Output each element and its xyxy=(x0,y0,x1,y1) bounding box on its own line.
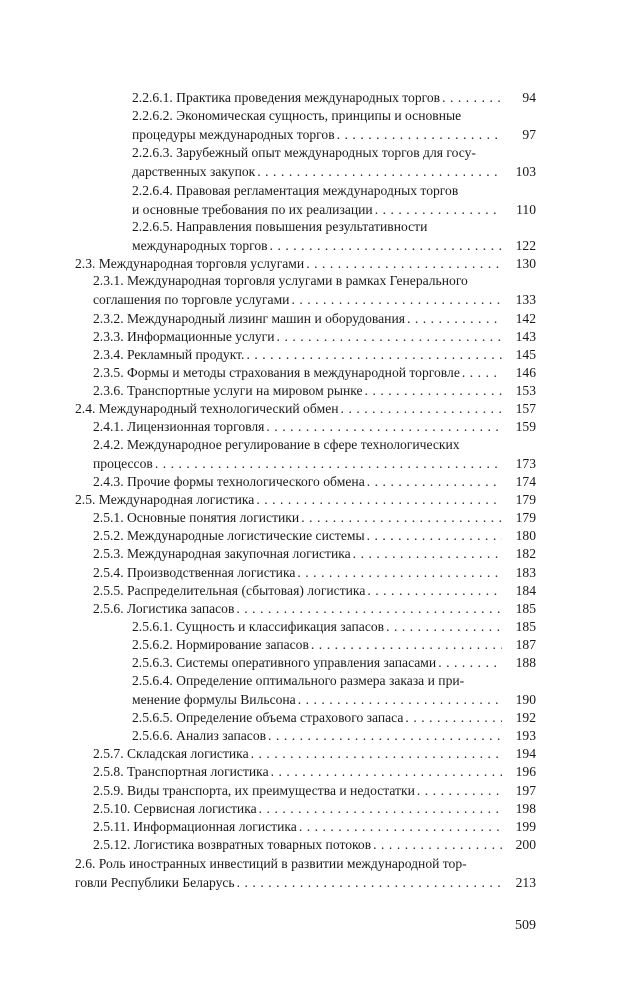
toc-page-number: 187 xyxy=(515,637,536,652)
toc-entry-title: 2.5.6.2. Нормирование запасов xyxy=(132,637,309,652)
toc-entry-title: 2.5.12. Логистика возвратных товарных потоков xyxy=(93,837,372,852)
page-number: 509 xyxy=(515,918,536,933)
toc-entry-title: соглашения по торговле услугами xyxy=(93,291,290,307)
toc-entry[interactable] xyxy=(0,218,634,255)
dot-leader xyxy=(339,400,502,419)
toc-entry-title-line: 2.2.6.5. Направления повышения результативности xyxy=(132,219,428,234)
toc-page-number: 183 xyxy=(515,565,536,580)
toc-page-number: 185 xyxy=(515,601,536,616)
toc-entry-title: 2.5.9. Виды транспорта, их преимущества и недостатки xyxy=(93,783,415,798)
toc-entry[interactable] xyxy=(0,473,634,492)
toc-entry-title-line: 2.3.1. Международная торговля услугами в рамках Генерального xyxy=(93,273,468,288)
toc-entry-title-line: 2.2.6.2. Экономическая сущность, принципы и основные xyxy=(132,108,462,123)
toc-entry-title: говли Республики Беларусь xyxy=(75,874,235,890)
toc-entry-title-line: 2.6. Роль иностранных инвестиций в развитии международной тор- xyxy=(75,856,467,871)
dot-leader xyxy=(254,491,502,510)
toc-entry[interactable] xyxy=(0,182,634,219)
toc-entry-title: 2.5.6. Логистика запасов xyxy=(93,601,235,616)
toc-entry-title: 2.4. Международный технологический обмен xyxy=(75,401,339,416)
toc-entry-title: 2.3.6. Транспортные услуги на мировом рынке xyxy=(93,383,363,398)
dot-leader xyxy=(371,836,502,855)
dot-leader xyxy=(244,346,502,365)
dot-leader xyxy=(373,201,502,220)
toc-entry[interactable] xyxy=(0,782,634,801)
toc-entry[interactable] xyxy=(0,672,634,709)
toc-page-number: 196 xyxy=(515,764,536,779)
toc-page-number: 199 xyxy=(515,819,536,834)
dot-leader xyxy=(264,418,502,437)
toc-entry[interactable] xyxy=(0,107,634,144)
dot-leader xyxy=(460,364,502,383)
dot-leader xyxy=(255,163,502,182)
toc-entry[interactable] xyxy=(0,272,634,309)
toc-page-number: 133 xyxy=(515,291,536,307)
toc-entry-title: 2.5.1. Основные понятия логистики xyxy=(93,510,300,525)
dot-leader xyxy=(436,654,502,673)
toc-page-number: 97 xyxy=(522,126,536,142)
toc-entry-title: 2.3.3. Информационные услуги xyxy=(93,329,275,344)
toc-page-number: 153 xyxy=(515,383,536,398)
toc-entry[interactable] xyxy=(0,255,634,274)
toc-entry[interactable] xyxy=(0,600,634,619)
toc-page-number: 184 xyxy=(515,583,536,598)
toc-entry-title: 2.5.7. Складская логистика xyxy=(93,746,249,761)
toc-entry[interactable] xyxy=(0,818,634,837)
dot-leader xyxy=(275,328,502,347)
toc-entry[interactable] xyxy=(0,654,634,673)
toc-page-number: 185 xyxy=(515,619,536,634)
toc-entry-title-line: 2.2.6.3. Зарубежный опыт международных торгов для госу- xyxy=(132,145,476,160)
toc-entry[interactable] xyxy=(0,709,634,728)
toc-page-number: 193 xyxy=(515,728,536,743)
toc-entry-title: 2.3.4. Рекламный продукт. xyxy=(93,347,245,362)
toc-entry-title: 2.5.3. Международная закупочная логистика xyxy=(93,546,351,561)
toc-entry[interactable] xyxy=(0,400,634,419)
toc-page-number: 110 xyxy=(516,201,536,217)
toc-entry[interactable] xyxy=(0,418,634,437)
dot-leader xyxy=(257,800,502,819)
toc-entry-title: 2.5.6.6. Анализ запасов xyxy=(132,728,267,743)
dot-leader xyxy=(299,509,502,528)
toc-entry[interactable] xyxy=(0,89,634,108)
toc-page-number: 213 xyxy=(515,874,536,890)
toc-entry[interactable] xyxy=(0,564,634,583)
dot-leader xyxy=(415,782,502,801)
dot-leader xyxy=(295,564,502,583)
dot-leader xyxy=(289,291,502,310)
toc-entry[interactable] xyxy=(0,328,634,347)
toc-entry-title: 2.5.8. Транспортная логистика xyxy=(93,764,269,779)
dot-leader xyxy=(268,237,502,256)
toc-page-number: 180 xyxy=(515,528,536,543)
toc-page-number: 173 xyxy=(515,455,536,471)
toc-entry-title: менение формулы Вильсона xyxy=(132,691,296,707)
toc-entry-title: процессов xyxy=(93,455,153,471)
toc-page-number: 200 xyxy=(515,837,536,852)
toc-entry-title: 2.4.3. Прочие формы технологического обмена xyxy=(93,474,365,489)
toc-entry[interactable] xyxy=(0,382,634,401)
toc-entry-title: международных торгов xyxy=(132,237,268,253)
dot-leader xyxy=(235,874,502,893)
toc-page-number: 194 xyxy=(515,746,536,761)
toc-entry[interactable] xyxy=(0,636,634,655)
toc-entry[interactable] xyxy=(0,745,634,764)
dot-leader xyxy=(269,763,502,782)
dot-leader xyxy=(365,473,502,492)
dot-leader xyxy=(365,527,502,546)
toc-entry-title-line: 2.2.6.4. Правовая регламентация международных торгов xyxy=(132,183,459,198)
dot-leader xyxy=(351,545,502,564)
dot-leader xyxy=(384,618,502,637)
toc-page-number: 130 xyxy=(515,256,536,271)
dot-leader xyxy=(309,636,502,655)
toc-entry[interactable] xyxy=(0,310,634,329)
toc-page-number: 192 xyxy=(515,710,536,725)
toc-entry[interactable] xyxy=(0,346,634,365)
toc-entry-title: процедуры международных торгов xyxy=(132,126,335,142)
dot-leader xyxy=(363,382,502,401)
toc-entry[interactable] xyxy=(0,800,634,819)
toc-entry-title: дарственных закупок xyxy=(132,163,256,179)
toc-entry-title: 2.3.2. Международный лизинг машин и оборудования xyxy=(93,311,405,326)
toc-entry[interactable] xyxy=(0,836,634,855)
toc-entry-title: 2.3.5. Формы и методы страхования в международной торговле xyxy=(93,365,460,380)
dot-leader xyxy=(249,745,502,764)
toc-entry-title: 2.3. Международная торговля услугами xyxy=(75,256,305,271)
toc-page-number: 142 xyxy=(515,311,536,326)
toc-entry[interactable] xyxy=(0,144,634,181)
toc-entry-title-line: 2.5.6.4. Определение оптимального размера заказа и при- xyxy=(132,673,465,688)
toc-entry-title: 2.5. Международная логистика xyxy=(75,492,255,507)
toc-entry-title: 2.5.5. Распределительная (сбытовая) логистика xyxy=(93,583,366,598)
dot-leader xyxy=(266,727,502,746)
toc-entry[interactable] xyxy=(0,436,634,473)
toc-page-number: 157 xyxy=(515,401,536,416)
toc-page-number: 94 xyxy=(522,90,536,105)
toc-page-number: 179 xyxy=(515,492,536,507)
toc-entry[interactable] xyxy=(0,727,634,746)
toc-entry-title: 2.5.11. Информационная логистика xyxy=(93,819,297,834)
toc-entry[interactable] xyxy=(0,855,634,892)
dot-leader xyxy=(440,89,502,108)
toc-entry[interactable] xyxy=(0,763,634,782)
toc-entry[interactable] xyxy=(0,618,634,637)
dot-leader xyxy=(403,709,502,728)
dot-leader xyxy=(405,310,502,329)
toc-entry[interactable] xyxy=(0,491,634,510)
toc-page-number: 197 xyxy=(515,783,536,798)
toc-page-number: 190 xyxy=(515,691,536,707)
toc-entry-title: 2.2.6.1. Практика проведения международных торгов xyxy=(132,90,441,105)
toc-entry[interactable] xyxy=(0,527,634,546)
dot-leader xyxy=(153,455,502,474)
toc-page-number: 146 xyxy=(515,365,536,380)
toc-entry-title: 2.5.4. Производственная логистика xyxy=(93,565,296,580)
toc-page-number: 159 xyxy=(515,419,536,434)
toc-page-number: 182 xyxy=(515,546,536,561)
toc-entry-title: 2.5.6.5. Определение объема страхового запаса xyxy=(132,710,404,725)
toc-page-number: 198 xyxy=(515,801,536,816)
toc-entry-title: 2.5.6.1. Сущность и классификация запасов xyxy=(132,619,385,634)
toc-entry-title: 2.5.6.3. Системы оперативного управления запасами xyxy=(132,655,437,670)
dot-leader xyxy=(304,255,502,274)
toc-entry-title: 2.4.1. Лицензионная торговля xyxy=(93,419,265,434)
toc-entry-title: и основные требования по их реализации xyxy=(132,201,373,217)
dot-leader xyxy=(234,600,502,619)
dot-leader xyxy=(365,582,502,601)
toc-page-number: 103 xyxy=(515,163,536,179)
toc-page-number: 143 xyxy=(515,329,536,344)
toc-entry-title: 2.5.10. Сервисная логистика xyxy=(93,801,257,816)
toc-entry[interactable] xyxy=(0,364,634,383)
toc-entry-title: 2.5.2. Международные логистические системы xyxy=(93,528,365,543)
toc-entry[interactable] xyxy=(0,509,634,528)
dot-leader xyxy=(297,818,502,837)
toc-page-number: 179 xyxy=(515,510,536,525)
toc-page-number: 174 xyxy=(515,474,536,489)
toc-entry-title-line: 2.4.2. Международное регулирование в сфере технологических xyxy=(93,437,460,452)
toc-page-number: 145 xyxy=(515,347,536,362)
dot-leader xyxy=(296,691,502,710)
toc-page-number: 122 xyxy=(515,237,536,253)
toc-entry[interactable] xyxy=(0,582,634,601)
dot-leader xyxy=(335,126,502,145)
toc-entry[interactable] xyxy=(0,545,634,564)
toc-page-number: 188 xyxy=(515,655,536,670)
